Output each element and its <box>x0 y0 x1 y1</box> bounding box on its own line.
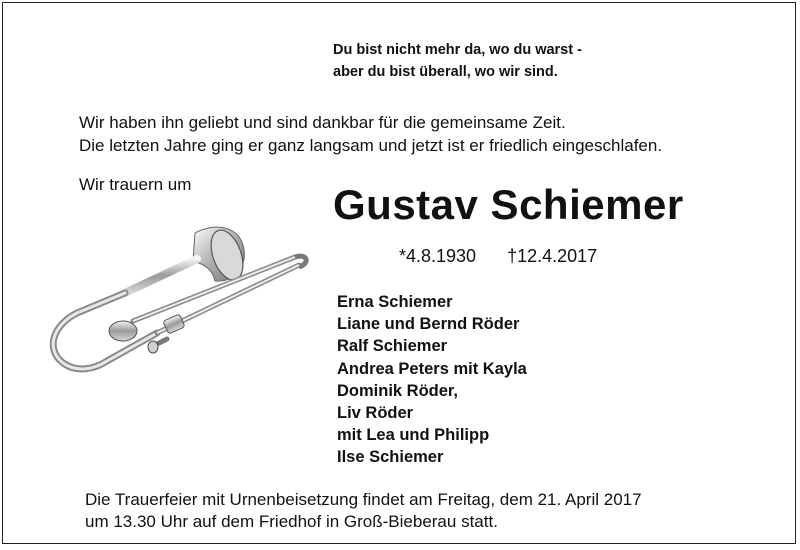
family-member: Andrea Peters mit Kayla <box>337 359 527 378</box>
mourn-text: Wir trauern um <box>79 175 192 194</box>
deceased-name: Gustav Schiemer <box>333 181 684 228</box>
obituary-notice <box>2 2 796 544</box>
poem-line: aber du bist überall, wo wir sind. <box>333 64 558 80</box>
family-member: Liv Röder <box>337 404 414 423</box>
intro-line: Die letzten Jahre ging er ganz langsam und jetzt ist er friedlich eingeschlafen. <box>79 136 663 155</box>
family-member: Erna Schiemer <box>337 293 453 311</box>
death-date: †12.4.2017 <box>507 246 598 266</box>
poem-quote <box>333 39 582 83</box>
family-member: Liane und Bernd Röder <box>337 315 520 334</box>
family-member: Ilse Schiemer <box>337 448 444 467</box>
intro-text <box>79 111 662 157</box>
family-member: mit Lea und Philipp <box>337 426 490 445</box>
ceremony-line: Die Trauerfeier mit Urnenbeisetzung findet am Freitag, dem 21. April 2017 <box>85 490 642 509</box>
trombone-icon <box>37 221 317 391</box>
family-member: Ralf Schiemer <box>337 337 448 356</box>
family-member: Dominik Röder, <box>337 381 459 400</box>
intro-line: Wir haben ihn geliebt und sind dankbar für die gemeinsame Zeit. <box>79 113 566 132</box>
poem-line: Du bist nicht mehr da, wo du warst - <box>333 42 582 58</box>
family-list <box>337 291 527 469</box>
birth-date: *4.8.1930 <box>399 246 477 266</box>
ceremony-line: um 13.30 Uhr auf dem Friedhof in Groß-Bieberau statt. <box>85 512 498 531</box>
ceremony-info <box>85 489 642 533</box>
life-dates <box>399 246 597 267</box>
